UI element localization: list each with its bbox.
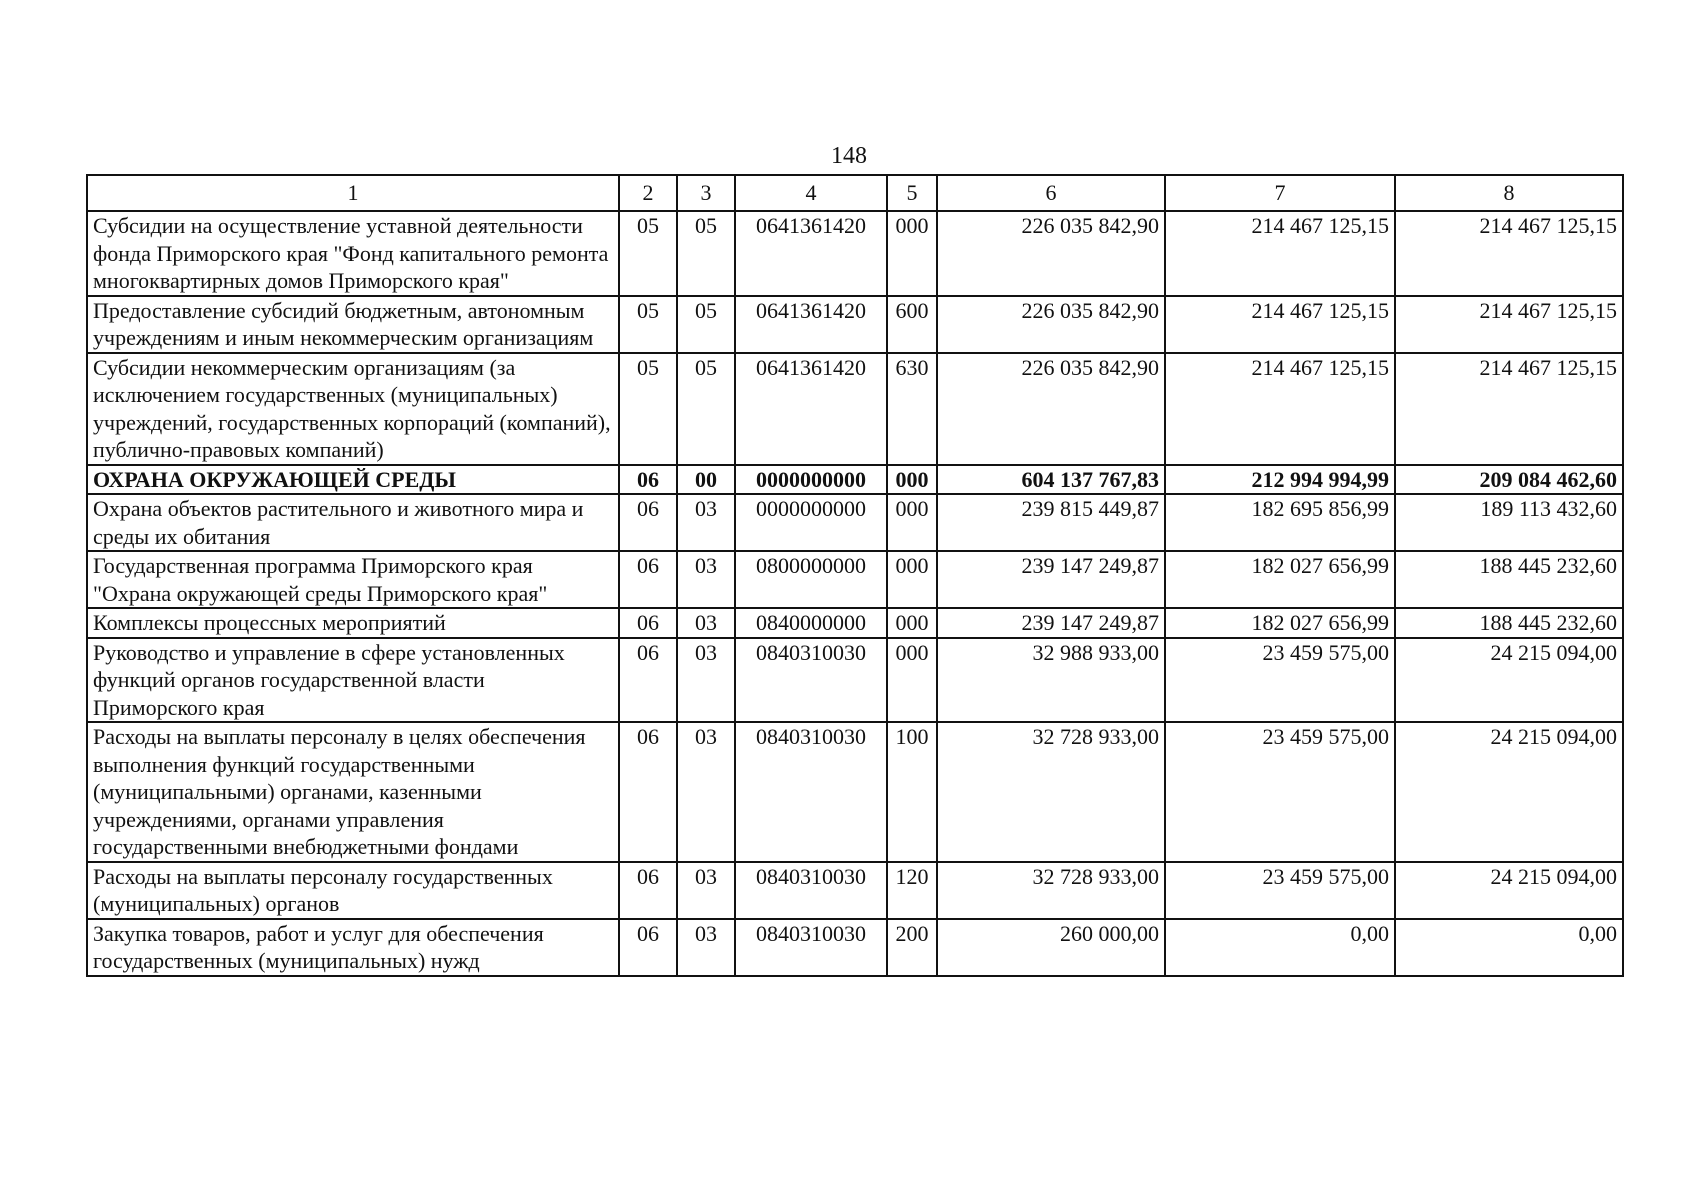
table-row — [87, 919, 1623, 976]
amount-col-6: 226 035 842,90 — [937, 296, 1165, 353]
section-code: 06 — [619, 465, 677, 495]
section-code: 05 — [619, 353, 677, 465]
row-description: Руководство и управление в сфере установленных функций органов государственной власти Приморского края — [87, 638, 619, 723]
row-description: Закупка товаров, работ и услуг для обеспечения государственных (муниципальных) нужд — [87, 919, 619, 976]
amount-col-7: 23 459 575,00 — [1165, 862, 1395, 919]
amount-col-6: 604 137 767,83 — [937, 465, 1165, 495]
amount-col-7: 212 994 994,99 — [1165, 465, 1395, 495]
expense-type-code: 000 — [887, 465, 937, 495]
amount-col-6: 226 035 842,90 — [937, 353, 1165, 465]
amount-col-8: 214 467 125,15 — [1395, 211, 1623, 296]
amount-col-8: 24 215 094,00 — [1395, 722, 1623, 862]
row-description: Комплексы процессных мероприятий — [87, 608, 619, 638]
section-code: 06 — [619, 494, 677, 551]
amount-col-7: 23 459 575,00 — [1165, 722, 1395, 862]
row-description: Государственная программа Приморского края "Охрана окружающей среды Приморского края" — [87, 551, 619, 608]
amount-col-8: 24 215 094,00 — [1395, 638, 1623, 723]
expense-type-code: 000 — [887, 638, 937, 723]
expense-type-code: 200 — [887, 919, 937, 976]
header-cell: 1 — [87, 175, 619, 211]
header-cell: 7 — [1165, 175, 1395, 211]
section-code: 06 — [619, 638, 677, 723]
section-code: 06 — [619, 862, 677, 919]
expense-type-code: 000 — [887, 608, 937, 638]
amount-col-7: 182 027 656,99 — [1165, 608, 1395, 638]
header-cell: 5 — [887, 175, 937, 211]
expense-type-code: 600 — [887, 296, 937, 353]
amount-col-7: 214 467 125,15 — [1165, 353, 1395, 465]
row-description: ОХРАНА ОКРУЖАЮЩЕЙ СРЕДЫ — [87, 465, 619, 495]
amount-col-8: 214 467 125,15 — [1395, 353, 1623, 465]
table-row — [87, 353, 1623, 465]
target-article-code: 0840310030 — [735, 919, 887, 976]
header-cell: 2 — [619, 175, 677, 211]
row-description: Субсидии на осуществление уставной деятельности фонда Приморского края "Фонд капитального ремонта многоквартирных домов Приморского края" — [87, 211, 619, 296]
section-code: 06 — [619, 608, 677, 638]
row-description: Расходы на выплаты персоналу в целях обеспечения выполнения функций государственными (муниципальными) органами, казенными учреждениями, органами управления государственными внебюджетными фондами — [87, 722, 619, 862]
expense-type-code: 630 — [887, 353, 937, 465]
subsection-code: 03 — [677, 551, 735, 608]
expense-type-code: 000 — [887, 494, 937, 551]
amount-col-7: 214 467 125,15 — [1165, 296, 1395, 353]
amount-col-7: 182 695 856,99 — [1165, 494, 1395, 551]
subsection-code: 03 — [677, 919, 735, 976]
expense-type-code: 100 — [887, 722, 937, 862]
amount-col-8: 24 215 094,00 — [1395, 862, 1623, 919]
amount-col-6: 226 035 842,90 — [937, 211, 1165, 296]
table-row — [87, 211, 1623, 296]
row-description: Предоставление субсидий бюджетным, автономным учреждениям и иным некоммерческим организациям — [87, 296, 619, 353]
expense-type-code: 120 — [887, 862, 937, 919]
budget-table — [86, 174, 1624, 977]
amount-col-6: 239 147 249,87 — [937, 551, 1165, 608]
amount-col-8: 214 467 125,15 — [1395, 296, 1623, 353]
target-article-code: 0800000000 — [735, 551, 887, 608]
target-article-code: 0641361420 — [735, 296, 887, 353]
target-article-code: 0840310030 — [735, 862, 887, 919]
section-code: 05 — [619, 211, 677, 296]
expense-type-code: 000 — [887, 211, 937, 296]
subsection-code: 05 — [677, 211, 735, 296]
row-description: Охрана объектов растительного и животного мира и среды их обитания — [87, 494, 619, 551]
table-row — [87, 551, 1623, 608]
subsection-code: 05 — [677, 353, 735, 465]
section-code: 06 — [619, 919, 677, 976]
subsection-code: 00 — [677, 465, 735, 495]
target-article-code: 0840310030 — [735, 722, 887, 862]
target-article-code: 0641361420 — [735, 353, 887, 465]
amount-col-8: 189 113 432,60 — [1395, 494, 1623, 551]
amount-col-7: 0,00 — [1165, 919, 1395, 976]
amount-col-8: 209 084 462,60 — [1395, 465, 1623, 495]
subsection-code: 03 — [677, 638, 735, 723]
table-row — [87, 494, 1623, 551]
expense-type-code: 000 — [887, 551, 937, 608]
section-code: 06 — [619, 551, 677, 608]
table-row — [87, 862, 1623, 919]
amount-col-6: 239 815 449,87 — [937, 494, 1165, 551]
amount-col-6: 32 988 933,00 — [937, 638, 1165, 723]
header-row — [87, 175, 1623, 211]
target-article-code: 0840000000 — [735, 608, 887, 638]
amount-col-6: 32 728 933,00 — [937, 722, 1165, 862]
amount-col-7: 182 027 656,99 — [1165, 551, 1395, 608]
table-row-section-total — [87, 465, 1623, 495]
subsection-code: 03 — [677, 608, 735, 638]
amount-col-8: 188 445 232,60 — [1395, 551, 1623, 608]
header-cell: 3 — [677, 175, 735, 211]
table-row — [87, 296, 1623, 353]
header-cell: 6 — [937, 175, 1165, 211]
subsection-code: 03 — [677, 494, 735, 551]
table-row — [87, 722, 1623, 862]
amount-col-8: 0,00 — [1395, 919, 1623, 976]
page-number: 148 — [831, 143, 867, 169]
subsection-code: 05 — [677, 296, 735, 353]
header-cell: 8 — [1395, 175, 1623, 211]
amount-col-6: 260 000,00 — [937, 919, 1165, 976]
row-description: Расходы на выплаты персоналу государственных (муниципальных) органов — [87, 862, 619, 919]
amount-col-8: 188 445 232,60 — [1395, 608, 1623, 638]
amount-col-7: 214 467 125,15 — [1165, 211, 1395, 296]
table-row — [87, 638, 1623, 723]
section-code: 06 — [619, 722, 677, 862]
row-description: Субсидии некоммерческим организациям (за исключением государственных (муниципальных) учреждений, государственных корпораций (компаний), публично-правовых компаний) — [87, 353, 619, 465]
subsection-code: 03 — [677, 862, 735, 919]
table-row — [87, 608, 1623, 638]
amount-col-6: 239 147 249,87 — [937, 608, 1165, 638]
target-article-code: 0000000000 — [735, 465, 887, 495]
subsection-code: 03 — [677, 722, 735, 862]
header-cell: 4 — [735, 175, 887, 211]
target-article-code: 0641361420 — [735, 211, 887, 296]
section-code: 05 — [619, 296, 677, 353]
amount-col-7: 23 459 575,00 — [1165, 638, 1395, 723]
amount-col-6: 32 728 933,00 — [937, 862, 1165, 919]
target-article-code: 0840310030 — [735, 638, 887, 723]
target-article-code: 0000000000 — [735, 494, 887, 551]
